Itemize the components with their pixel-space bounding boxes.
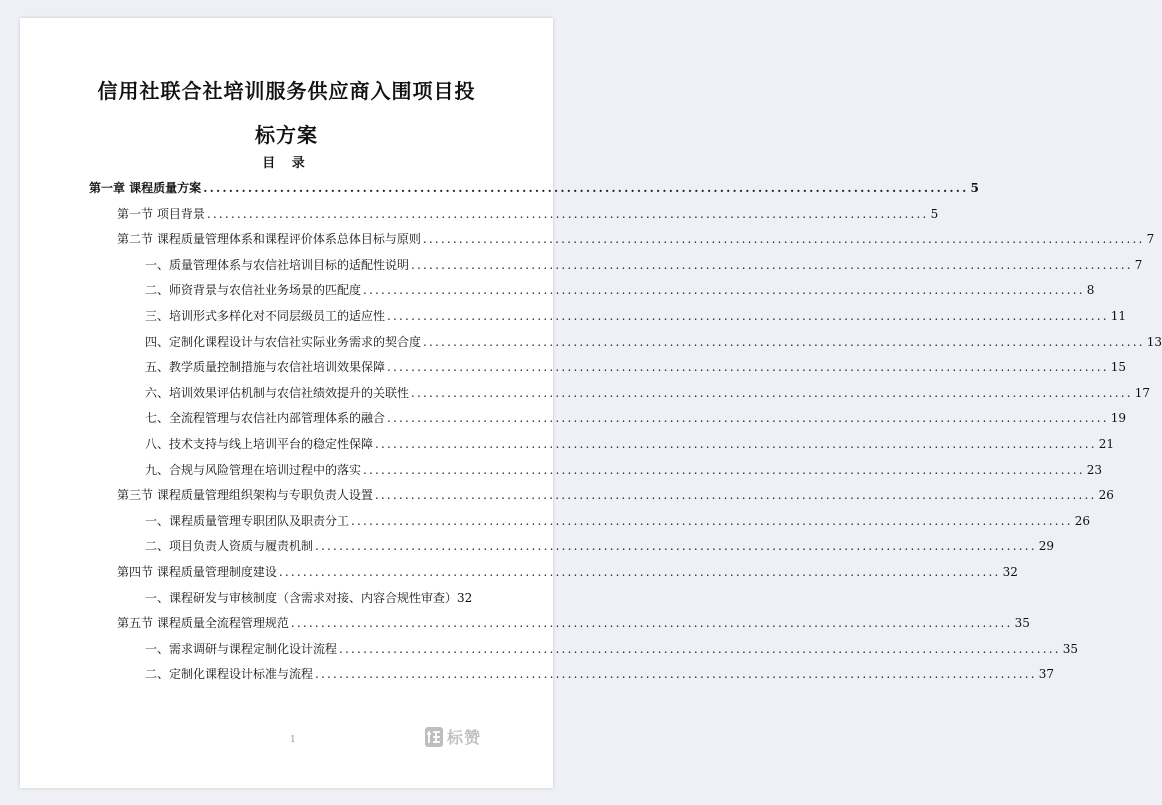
toc-leader-dots: ........................................................................................................................ (387, 360, 1109, 374)
toc-leader-dots: ........................................................................................................................ (363, 283, 1085, 297)
toc-entry-page: 5 (930, 207, 939, 221)
toc-leader-dots: ........................................................................................................................ (315, 667, 1037, 681)
toc-entry[interactable] (117, 615, 1030, 631)
toc-leader-dots: ........................................................................................................................ (387, 309, 1109, 323)
toc-entry[interactable] (145, 666, 1055, 682)
toc-entry-page: 29 (1038, 539, 1055, 553)
toc-entry-page: 21 (1098, 437, 1115, 451)
toc-entry-page: 13 (1146, 335, 1162, 349)
toc-leader-dots: ........................................................................................................................ (423, 335, 1145, 349)
toc-entry-page: 35 (1014, 616, 1030, 630)
toc-entry-label: 一、质量管理体系与农信社培训目标的适配性说明 (145, 258, 410, 272)
toc-entry-page: 15 (1110, 360, 1127, 374)
toc-leader-dots: ........................................................................................................................ (411, 386, 1133, 400)
toc-entry[interactable] (145, 308, 1127, 324)
toc-entry-label: 一、需求调研与课程定制化设计流程 (145, 642, 338, 656)
toc-entry[interactable] (145, 359, 1127, 375)
document-page (20, 18, 1162, 788)
toc-heading: 目 录 (262, 156, 311, 171)
toc-entry-label: 二、项目负责人资质与履责机制 (145, 539, 314, 553)
toc-entry-label: 二、定制化课程设计标准与流程 (145, 667, 314, 681)
toc-entry-page: 35 (1062, 642, 1079, 656)
toc-leader-dots: ........................................................................................................................ (363, 463, 1085, 477)
watermark (424, 725, 481, 748)
toc-entry-label: 一、课程研发与审核制度（含需求对接、内容合规性审查） (145, 591, 458, 605)
toc-entry-label: 八、技术支持与线上培训平台的稳定性保障 (145, 437, 374, 451)
toc-leader-dots: ........................................................................................................................ (374, 488, 1097, 502)
toc-entry[interactable] (145, 436, 1115, 452)
toc-entry[interactable] (145, 282, 1095, 298)
toc-leader-dots: ........................................................................................................................ (375, 437, 1097, 451)
watermark-text: 标赞 (447, 728, 482, 747)
toc-entry-label: 三、培训形式多样化对不同层级员工的适应性 (145, 309, 386, 323)
toc-entry[interactable] (145, 538, 1055, 554)
toc-entry[interactable] (117, 206, 939, 222)
document-title-line1: 信用社联合社培训服务供应商入围项目投 (97, 79, 476, 103)
toc-entry-label: 第一节 项目背景 (117, 207, 205, 221)
toc-entry-label: 第五节 课程质量全流程管理规范 (117, 616, 289, 630)
toc-entry[interactable] (145, 334, 1162, 350)
toc-entry[interactable] (117, 487, 1114, 503)
toc-entry-label: 第三节 课程质量管理组织架构与专职负责人设置 (117, 488, 373, 502)
toc-entry-page: 7 (1134, 258, 1143, 272)
toc-entry[interactable] (145, 462, 1103, 478)
toc-entry-page: 8 (1086, 283, 1095, 297)
document-title-line2: 标方案 (255, 123, 318, 147)
toc-entry-label: 第二节 课程质量管理体系和课程评价体系总体目标与原则 (117, 232, 421, 246)
toc-leader-dots: ........................................................................................................................ (315, 539, 1037, 553)
toc-leader-dots: ........................................................................................................................ (351, 514, 1073, 528)
toc-entry-page: 5 (970, 181, 979, 195)
toc-entry-page: 32 (1002, 565, 1018, 579)
toc-entry-page: 26 (1098, 488, 1114, 502)
toc-entry[interactable] (145, 590, 484, 606)
toc-entry[interactable] (117, 564, 1018, 580)
toc-entry-label: 四、定制化课程设计与农信社实际业务需求的契合度 (145, 335, 422, 349)
toc-leader-dots: ........................................................................................................................ (411, 258, 1133, 272)
toc-entry-label: 第四节 课程质量管理制度建设 (117, 565, 277, 579)
toc-entry-label: 九、合规与风险管理在培训过程中的落实 (145, 463, 362, 477)
toc-leader-dots: ........................................................................................................................ (339, 642, 1061, 656)
toc-entry[interactable] (145, 385, 1151, 401)
toc-entry[interactable] (145, 410, 1127, 426)
toc-entry-page: 32 (457, 591, 473, 605)
toc-entry[interactable] (89, 180, 979, 196)
toc-entry[interactable] (145, 641, 1079, 657)
toc-entry-label: 五、教学质量控制措施与农信社培训效果保障 (145, 360, 386, 374)
toc-leader-dots: ........................................................................................................................ (278, 565, 1001, 579)
toc-entry[interactable] (145, 513, 1091, 529)
toc-leader-dots: ........................................................................................................................ (203, 181, 969, 195)
toc-entry-label: 一、课程质量管理专职团队及职责分工 (145, 514, 350, 528)
toc-entry-label: 二、师资背景与农信社业务场景的匹配度 (145, 283, 362, 297)
toc-entry-page: 23 (1086, 463, 1103, 477)
toc-entry-page: 7 (1146, 232, 1155, 246)
toc-entry-label: 七、全流程管理与农信社内部管理体系的融合 (145, 411, 386, 425)
toc-entry[interactable] (145, 257, 1143, 273)
toc-entry-page: 19 (1110, 411, 1127, 425)
toc-leader-dots: ........................................................................................................................ (422, 232, 1145, 246)
toc-entry-page: 37 (1038, 667, 1055, 681)
toc-entry-page: 17 (1134, 386, 1151, 400)
toc-leader-dots: ........................................................................................................................ (206, 207, 929, 221)
toc-leader-dots: ........................................................................................................................ (290, 616, 1013, 630)
toc-leader-dots: ........................................................................................................................ (387, 411, 1109, 425)
toc-entry-label: 第一章 课程质量方案 (89, 181, 202, 195)
toc-entry[interactable] (117, 231, 1155, 247)
toc-entry-page: 26 (1074, 514, 1091, 528)
toc-entry-label: 六、培训效果评估机制与农信社绩效提升的关联性 (145, 386, 410, 400)
toc-entry-page: 11 (1110, 309, 1127, 323)
page-number: 1 (290, 735, 296, 745)
biaozan-logo-icon (424, 726, 444, 748)
